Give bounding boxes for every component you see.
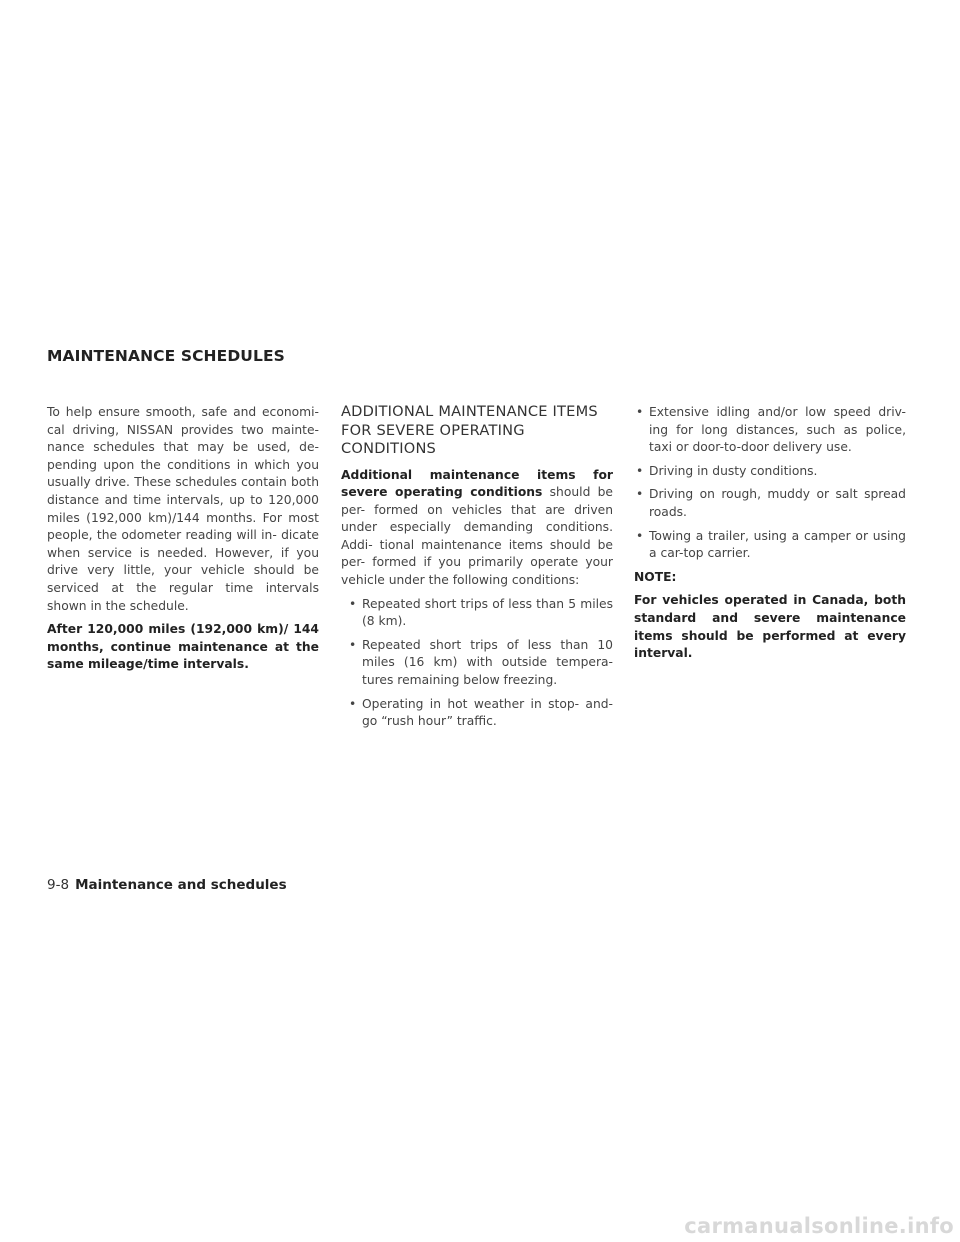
canada-note: For vehicles operated in Canada, both standard and severe maintenance items should be performed at every interval.: [634, 593, 906, 661]
bullet-icon: •: [636, 528, 644, 543]
list-item: • Repeated short trips of less than 10 miles (16 km) with outside tempera- tures remaining below freezing.: [349, 637, 613, 688]
list-item: • Driving on rough, muddy or salt spread roads.: [636, 487, 906, 519]
bullet-icon: •: [349, 596, 357, 611]
bullet-icon: •: [349, 696, 357, 711]
list-item: • Extensive idling and/or low speed driv- ing for long distances, such as police, taxi or door-to-door delivery use.: [636, 405, 906, 455]
chapter-title: Maintenance and schedules: [75, 877, 287, 893]
section-heading: MAINTENANCE SCHEDULES: [47, 347, 285, 365]
severe-conditions-list-continued: [634, 404, 906, 563]
column-1: [47, 404, 319, 680]
severe-conditions-paragraph: [341, 467, 613, 590]
intro-paragraph: To help ensure smooth, safe and economi- cal driving, NISSAN provides two mainte- nance schedules that may be used, de- pending upon the conditions in which you usually drive. These schedules contain both distance and time intervals, up to 120,000 miles (192,000 km)/144 months. For most people, the odometer reading will in- dicate when service is needed. However, if you drive very little, your vehicle should be serviced at the regular time intervals shown in the schedule.: [47, 405, 319, 613]
severe-conditions-lead: Additional maintenance items for severe operating conditions: [341, 467, 613, 500]
list-item: • Repeated short trips of less than 5 miles (8 km).: [349, 596, 613, 629]
page-footer: [47, 877, 287, 893]
severe-conditions-heading: ADDITIONAL MAINTENANCE ITEMS FOR SEVERE OPERATING CONDITIONS: [341, 403, 598, 457]
list-item: • Towing a trailer, using a camper or using a car-top carrier.: [636, 528, 906, 561]
list-item: • Operating in hot weather in stop- and-go “rush hour” traffic.: [349, 696, 613, 729]
list-item: • Driving in dusty conditions.: [634, 463, 906, 481]
severe-conditions-list: [341, 596, 613, 731]
bullet-icon: •: [349, 637, 357, 652]
severe-conditions-body: should be per- formed on vehicles that are driven under especially demanding conditions. Addi- tional maintenance items should be per- formed if you primarily operate your vehicle under the following conditions:: [341, 485, 613, 588]
page-number: 9-8: [47, 877, 70, 893]
bullet-icon: •: [636, 487, 644, 502]
column-3: [634, 404, 906, 669]
bullet-icon: •: [636, 405, 644, 419]
after-interval-note: After 120,000 miles (192,000 km)/ 144 months, continue maintenance at the same mileage/time intervals.: [47, 622, 319, 672]
note-label: NOTE:: [634, 569, 677, 584]
bullet-icon: •: [636, 463, 644, 478]
column-2: [341, 403, 613, 737]
watermark: carmanualsonline.info: [684, 1214, 954, 1238]
